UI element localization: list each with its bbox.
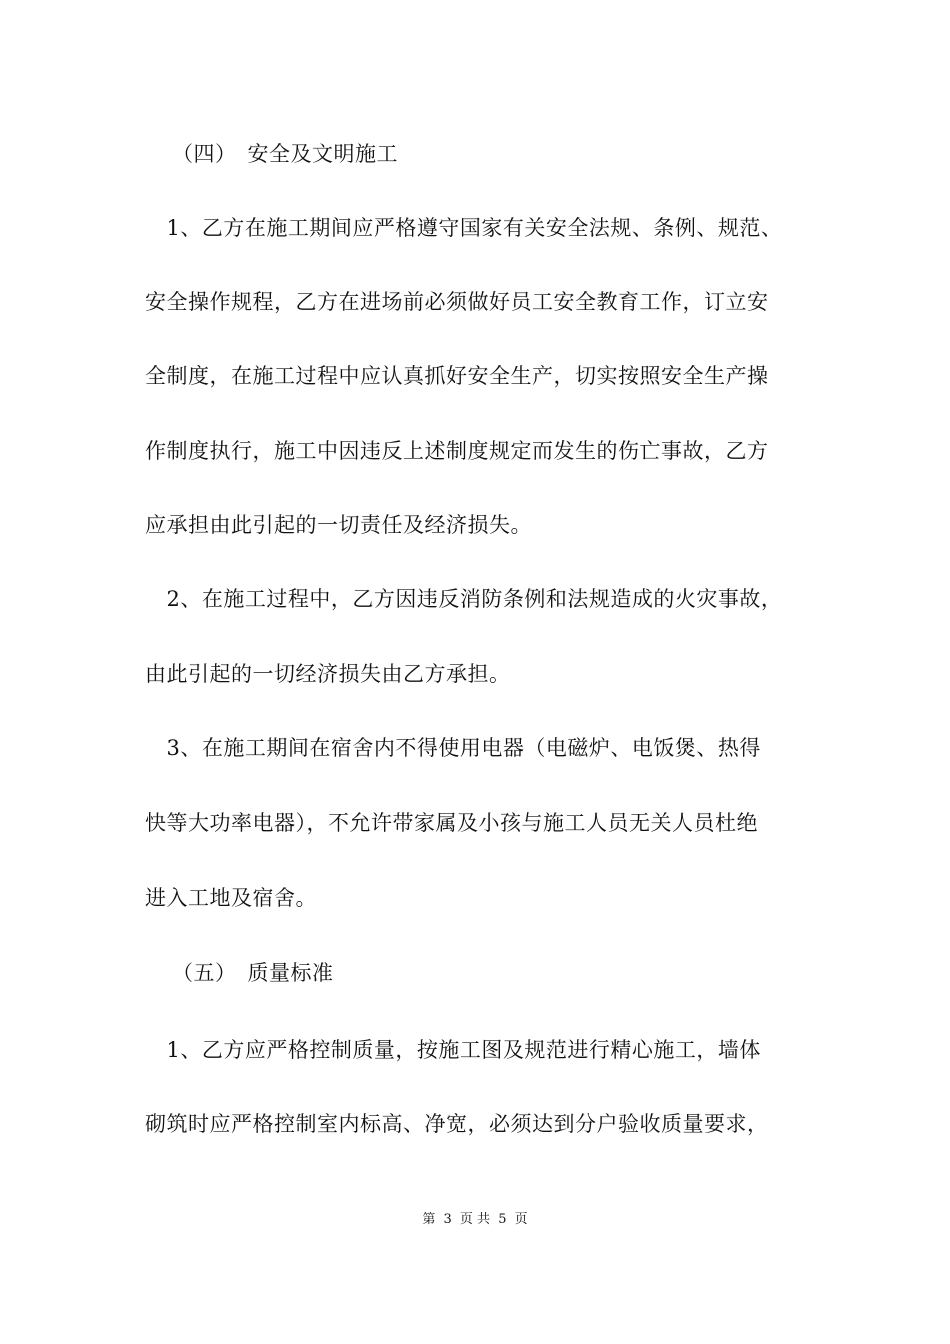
footer-current-page: 3 [443,1212,452,1227]
section-heading-4: （四） 安全及文明施工 [172,142,398,166]
paragraph-line: 3、在施工期间在宿舍内不得使用电器（电磁炉、电饭煲、热得 [145,736,761,760]
paragraph-line: 由此引起的一切经济损失由乙方承担。 [145,662,511,686]
paragraph-line: 砌筑时应严格控制室内标高、净宽，必须达到分户验收质量要求， [145,1112,769,1136]
paragraph-line: 安全操作规程，乙方在进场前必须做好员工安全教育工作，订立安 [145,290,769,314]
paragraph-line: 1、乙方应严格控制质量，按施工图及规范进行精心施工，墙体 [145,1038,761,1062]
footer-suffix: 页 [514,1212,528,1227]
paragraph-line: 作制度执行，施工中因违反上述制度规定而发生的伤亡事故，乙方 [145,439,769,463]
footer-total-pages: 5 [498,1212,507,1227]
paragraph-line: 2、在施工过程中，乙方因违反消防条例和法规造成的火灾事故， [145,587,783,611]
paragraph-line: 应承担由此引起的一切责任及经济损失。 [145,513,532,537]
paragraph-line: 进入工地及宿舍。 [145,886,317,910]
paragraph-line: 快等大功率电器），不允许带家属及小孩与施工人员无关人员杜绝 [145,811,758,835]
paragraph-line: 1、乙方在施工期间应严格遵守国家有关安全法规、条例、规范、 [145,216,783,240]
page-number-footer [0,1208,950,1227]
footer-prefix: 第 [422,1212,436,1227]
paragraph-line: 全制度，在施工过程中应认真抓好安全生产，切实按照安全生产操 [145,364,769,388]
section-heading-5: （五） 质量标准 [172,961,334,985]
footer-middle: 页 共 [459,1212,491,1227]
